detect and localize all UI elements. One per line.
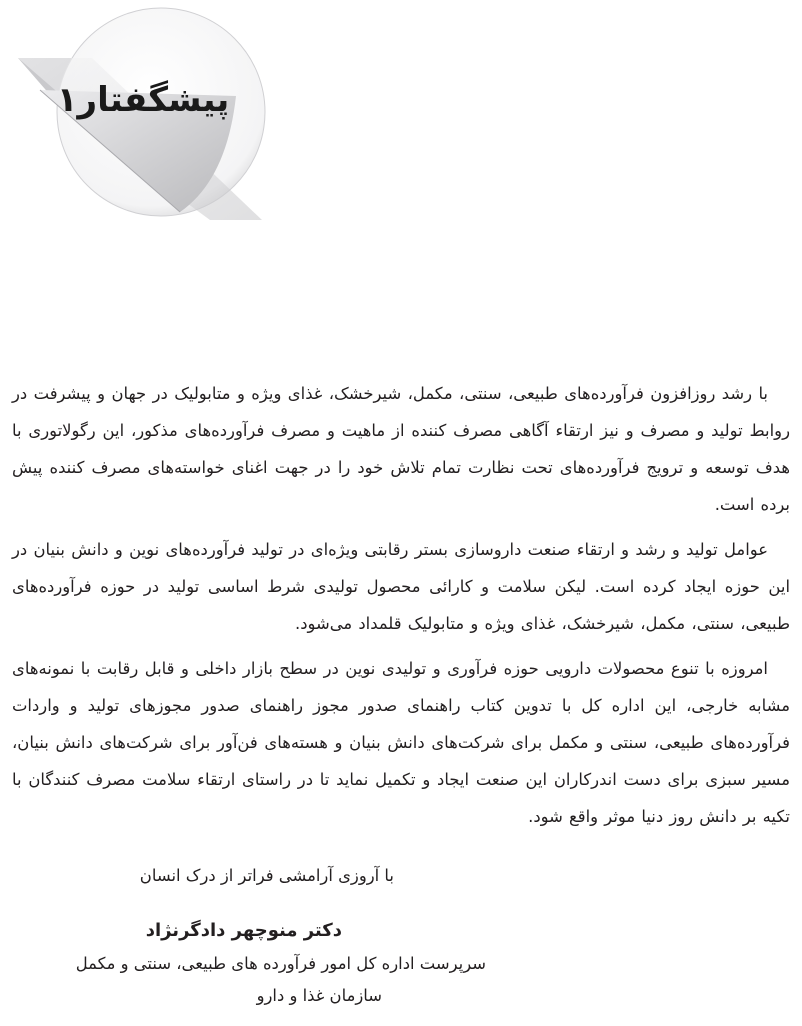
chapter-badge: [0, 0, 300, 230]
signer-name: دکتر منوچهر دادگرنژاد: [145, 920, 342, 941]
paragraph-3: امروزه با تنوع محصولات دارویی حوزه فرآوری و تولیدی نوین در سطح بازار داخلی و قابل رقابت با نمونه‌های مشابه خارجی، این اداره کل با تدوین کتاب راهنمای صدور مجوز راهنمای صدور مجوزهای تولید و واردات فرآورده‌های طبیعی، سنتی و مکمل برای شرکت‌های دانش بنیان و هسته‌های فن‌آور برای شرکت‌های دانش بنیان، مسیر سبزی برای دست اندرکاران این صنعت ایجاد و تکمیل نماید تا در راستای ارتقاء سلامت مصرف کنندگان با تکیه بر دانش روز دنیا موثر واقع شود.: [12, 659, 790, 826]
preface-body: [12, 375, 790, 843]
paragraph-2: عوامل تولید و رشد و ارتقاء صنعت داروسازی بستر رقابتی ویژه‌ای در تولید فرآورده‌های نوین و دانش بنیان در این حوزه ایجاد کرده است. لیکن سلامت و کارائی محصول تولیدی شرط اساسی تولید در حوزه فرآورده‌های طبیعی، سنتی، مکمل، شیرخشک، غذای ویژه و متابولیک قلمداد می‌شود.: [12, 540, 790, 633]
page-title: پیشگفتار۱: [56, 80, 230, 120]
signer-position: سرپرست اداره کل امور فرآورده های طبیعی، سنتی و مکمل: [75, 954, 486, 973]
closing-wish: با آروزی آرامشی فراتر از درک انسان: [139, 866, 394, 885]
signature-block: [12, 866, 790, 1026]
signer-organization: سازمان غذا و دارو: [256, 986, 382, 1005]
paragraph-1: با رشد روزافزون فرآورده‌های طبیعی، سنتی، مکمل، شیرخشک، غذای ویژه و متابولیک در جهان و پیشرفت در روابط تولید و مصرف و نیز ارتقاء آگاهی مصرف کننده از ماهیت و مصرف فرآورده‌های مذکور، این رگولاتوری با هدف توسعه و ترویج فرآورده‌های تحت نظارت تمام تلاش خود را در جهت اغنای خواسته‌های مصرف کننده پیش برده است.: [12, 384, 790, 514]
